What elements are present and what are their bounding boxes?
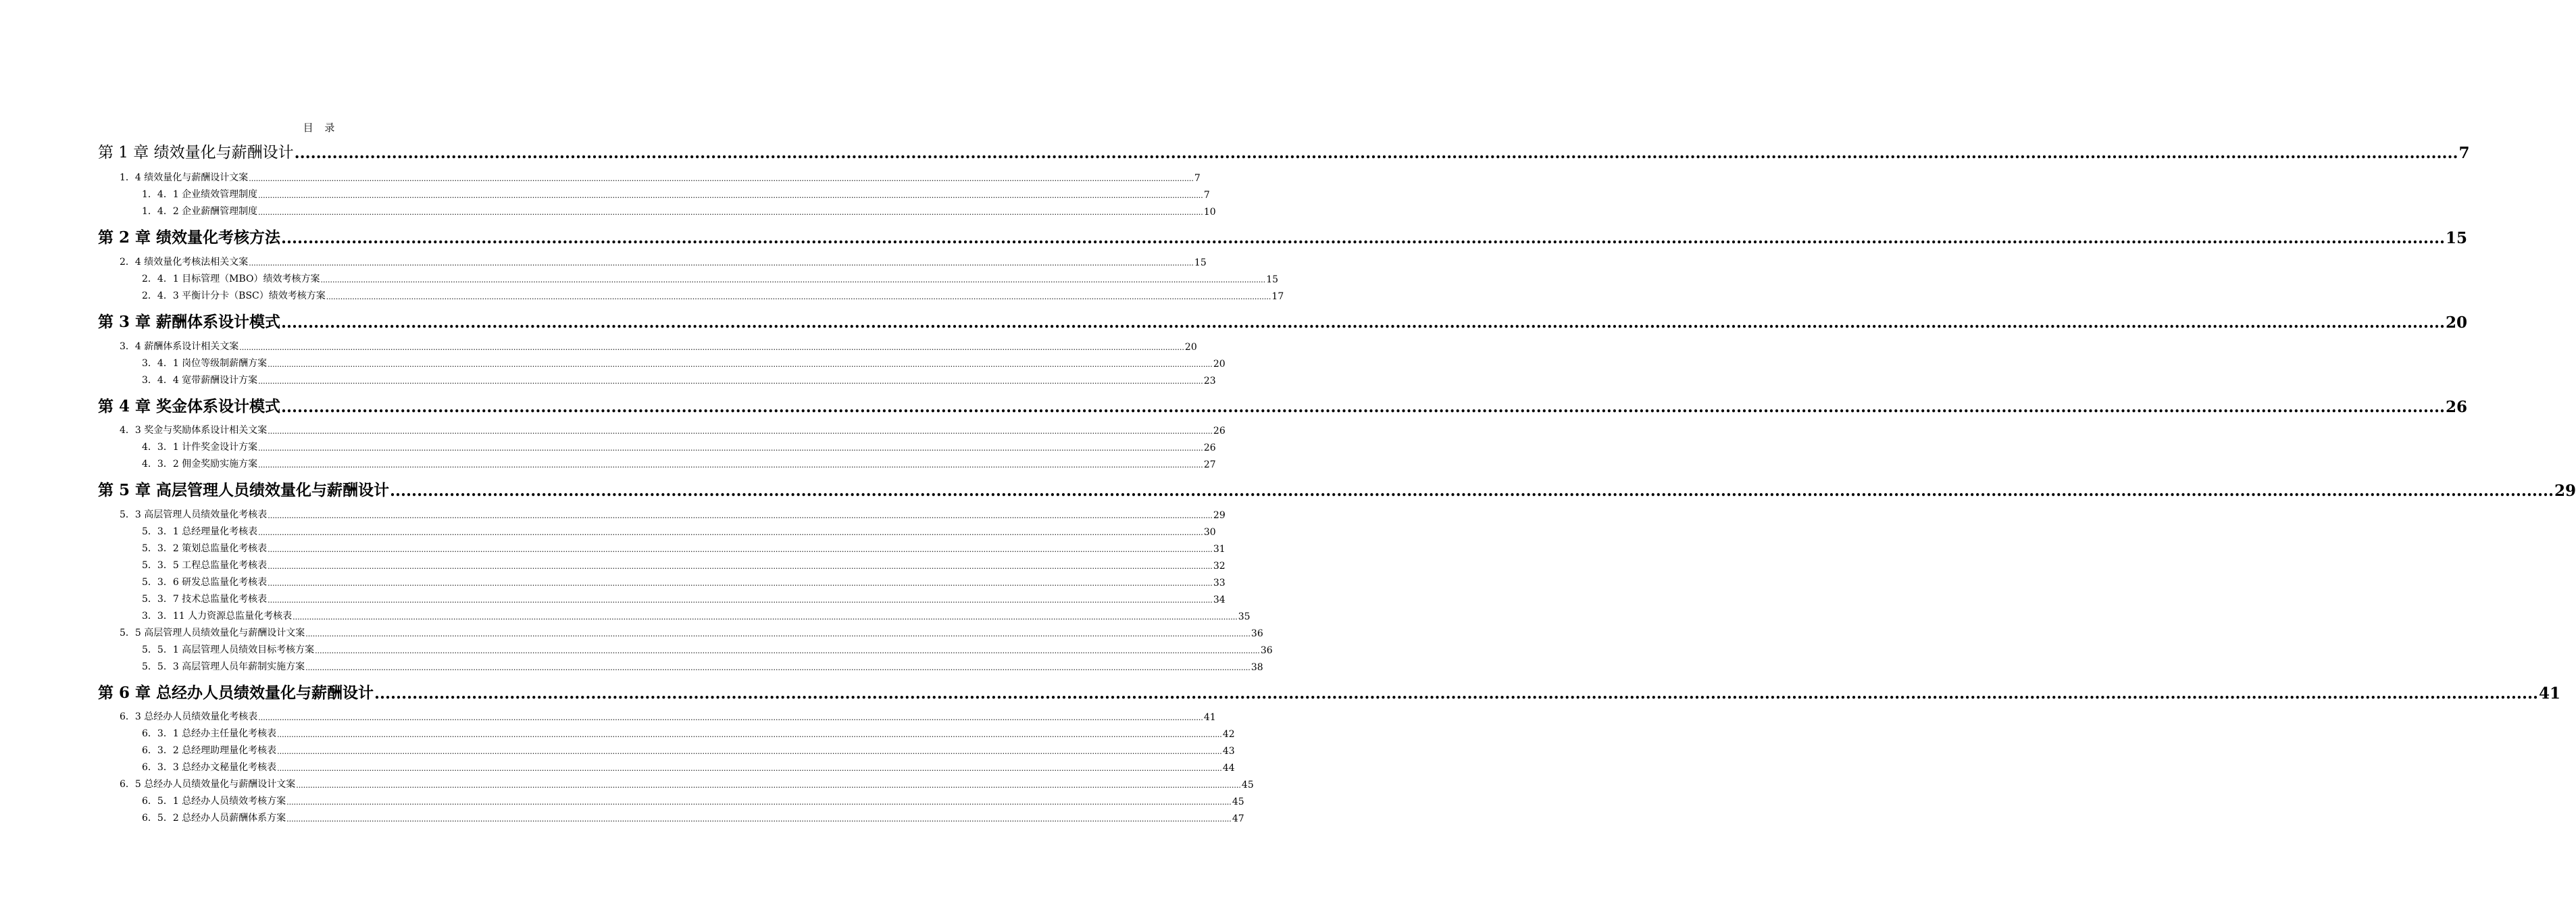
toc-page-number: 31 [1213, 544, 1226, 555]
toc-entry-label: 第 6 章 总经办人员绩效量化与薪酬设计 [98, 684, 374, 702]
toc-dot-leader: ................................................................................................................................................................................................................................................................................................................................................................................................................ [294, 144, 2458, 162]
toc-entry-label: 6．3．2 总经理助理量化考核表 [142, 745, 277, 756]
toc-dot-leader: ................................................................................................................................................................................................................................................................................................................................................................................................................ [293, 613, 1238, 622]
toc-entry-label: 第 4 章 奖金体系设计模式 [98, 397, 281, 415]
toc-section-entry[interactable] [98, 457, 1216, 470]
toc-entry-label: 1．4．1 企业绩效管理制度 [142, 189, 258, 200]
toc-page-number: 41 [1203, 712, 1216, 723]
toc-dot-leader: ................................................................................................................................................................................................................................................................................................................................................................................................................ [286, 815, 1232, 824]
toc-section-entry[interactable] [98, 170, 1201, 184]
toc-page-number: 29 [2554, 482, 2576, 500]
toc-dot-leader: ................................................................................................................................................................................................................................................................................................................................................................................................................ [258, 713, 1203, 722]
toc-section-entry[interactable] [98, 356, 1226, 370]
toc-entry-label: 第 1 章 绩效量化与薪酬设计 [98, 144, 294, 161]
toc-page-number: 15 [1266, 274, 1279, 285]
toc-entry-label: 5．5 高层管理人员绩效量化与薪酬设计文案 [120, 628, 305, 638]
toc-chapter-entry[interactable] [98, 681, 2560, 703]
toc-entry-label: 3．3．11 人力资源总监量化考核表 [142, 611, 293, 622]
toc-entry-label: 1．4 绩效量化与薪酬设计文案 [120, 172, 249, 183]
toc-section-entry[interactable] [98, 811, 1244, 824]
toc-chapter-entry[interactable] [98, 226, 2467, 247]
toc-section-entry[interactable] [98, 659, 1263, 673]
toc-section-entry[interactable] [98, 339, 1197, 353]
toc-dot-leader: ................................................................................................................................................................................................................................................................................................................................................................................................................ [268, 511, 1213, 520]
toc-page-number: 26 [1203, 443, 1216, 453]
toc-entry-label: 5．3．1 总经理量化考核表 [142, 526, 258, 537]
toc-page-number: 47 [1232, 813, 1244, 824]
toc-dot-leader: ................................................................................................................................................................................................................................................................................................................................................................................................................ [326, 293, 1271, 301]
toc-section-entry[interactable] [98, 524, 1216, 538]
toc-entry-label: 6．5 总经办人员绩效量化与薪酬设计文案 [120, 779, 296, 790]
toc-section-entry[interactable] [98, 642, 1273, 656]
toc-dot-leader: ................................................................................................................................................................................................................................................................................................................................................................................................................ [305, 630, 1251, 638]
toc-page-number: 42 [1222, 729, 1235, 740]
toc-dot-leader: ................................................................................................................................................................................................................................................................................................................................................................................................................ [296, 781, 1241, 790]
toc-page-number: 32 [1213, 561, 1226, 572]
toc-page-number: 10 [1203, 207, 1216, 218]
toc-page-number: 44 [1222, 763, 1235, 774]
toc-dot-leader: ................................................................................................................................................................................................................................................................................................................................................................................................................ [281, 398, 2445, 416]
toc-page-number: 26 [1213, 426, 1226, 436]
toc-section-entry[interactable] [98, 423, 1226, 436]
toc-entry-label: 2．4．1 目标管理（MBO）绩效考核方案 [142, 274, 320, 284]
toc-entry-label: 6．3．1 总经办主任量化考核表 [142, 728, 277, 739]
toc-entry-label: 6．5．1 总经办人员绩效考核方案 [142, 796, 286, 807]
toc-dot-leader: ................................................................................................................................................................................................................................................................................................................................................................................................................ [268, 427, 1213, 436]
toc-entry-label: 第 3 章 薪酬体系设计模式 [98, 313, 281, 331]
toc-entry-label: 6．5．2 总经办人员薪酬体系方案 [142, 813, 286, 824]
toc-dot-leader: ................................................................................................................................................................................................................................................................................................................................................................................................................ [258, 191, 1203, 200]
toc-dot-leader: ................................................................................................................................................................................................................................................................................................................................................................................................................ [277, 730, 1222, 739]
toc-page-number: 15 [1194, 257, 1207, 268]
toc-page-number: 15 [2445, 229, 2467, 247]
toc-dot-leader: ................................................................................................................................................................................................................................................................................................................................................................................................................ [258, 208, 1203, 217]
toc-dot-leader: ................................................................................................................................................................................................................................................................................................................................................................................................................ [277, 747, 1222, 756]
toc-page-number: 23 [1203, 376, 1216, 386]
toc-dot-leader: ................................................................................................................................................................................................................................................................................................................................................................................................................ [268, 579, 1213, 588]
toc-entry-label: 6．3 总经办人员绩效量化考核表 [120, 711, 258, 722]
toc-page-number: 7 [2458, 144, 2470, 162]
toc-section-entry[interactable] [98, 626, 1263, 639]
toc-page-number: 20 [1213, 359, 1226, 370]
toc-page-number: 34 [1213, 595, 1226, 605]
toc-page-number: 33 [1213, 578, 1226, 588]
toc-entry-label: 1．4．2 企业薪酬管理制度 [142, 206, 258, 217]
toc-dot-leader: ................................................................................................................................................................................................................................................................................................................................................................................................................ [305, 663, 1251, 672]
toc-chapter-entry[interactable] [98, 310, 2467, 332]
toc-section-entry[interactable] [98, 709, 1216, 723]
toc-entry-label: 4．3．1 计件奖金设计方案 [142, 442, 258, 453]
toc-dot-leader: ................................................................................................................................................................................................................................................................................................................................................................................................................ [268, 360, 1213, 369]
toc-section-entry[interactable] [98, 592, 1226, 605]
toc-section-entry[interactable] [98, 204, 1216, 218]
toc-section-entry[interactable] [98, 541, 1226, 555]
toc-section-entry[interactable] [98, 609, 1251, 622]
toc-dot-leader: ................................................................................................................................................................................................................................................................................................................................................................................................................ [277, 764, 1222, 773]
toc-page-number: 20 [2445, 313, 2467, 332]
toc-dot-leader: ................................................................................................................................................................................................................................................................................................................................................................................................................ [258, 528, 1203, 537]
toc-section-entry[interactable] [98, 743, 1235, 757]
toc-page-number: 27 [1203, 459, 1216, 470]
toc-dot-leader: ................................................................................................................................................................................................................................................................................................................................................................................................................ [258, 444, 1203, 453]
toc-section-entry[interactable] [98, 272, 1279, 285]
toc-page-number: 7 [1203, 190, 1210, 201]
toc-page-number: 36 [1251, 628, 1263, 639]
toc-section-entry[interactable] [98, 440, 1216, 453]
toc-section-entry[interactable] [98, 558, 1226, 572]
toc-section-entry[interactable] [98, 575, 1226, 588]
toc-entry-label: 3．4．1 岗位等级制薪酬方案 [142, 358, 268, 369]
toc-entry-label: 5．3．2 策划总监量化考核表 [142, 543, 268, 554]
toc-entry-label: 5．3．6 研发总监量化考核表 [142, 577, 268, 588]
toc-section-entry[interactable] [98, 726, 1235, 740]
toc-dot-leader: ................................................................................................................................................................................................................................................................................................................................................................................................................ [374, 684, 2538, 703]
toc-entry-label: 第 2 章 绩效量化考核方法 [98, 228, 281, 247]
toc-section-entry[interactable] [98, 373, 1216, 386]
toc-entry-label: 第 5 章 高层管理人员绩效量化与薪酬设计 [98, 481, 390, 499]
toc-dot-leader: ................................................................................................................................................................................................................................................................................................................................................................................................................ [315, 647, 1260, 655]
toc-entry-label: 5．5．1 高层管理人员绩效目标考核方案 [142, 645, 315, 655]
toc-dot-leader: ................................................................................................................................................................................................................................................................................................................................................................................................................ [268, 562, 1213, 571]
toc-entry-label: 4．3．2 佣金奖励实施方案 [142, 459, 258, 470]
toc-page-number: 20 [1184, 342, 1197, 353]
toc-section-entry[interactable] [98, 760, 1235, 774]
toc-page-number: 43 [1222, 746, 1235, 757]
toc-section-entry[interactable] [98, 187, 1210, 201]
toc-entry-label: 4．3 奖金与奖励体系设计相关文案 [120, 425, 268, 436]
toc-page-number: 26 [2445, 398, 2467, 416]
toc-page-number: 45 [1241, 780, 1254, 790]
toc-dot-leader: ................................................................................................................................................................................................................................................................................................................................................................................................................ [239, 343, 1184, 352]
toc-dot-leader: ................................................................................................................................................................................................................................................................................................................................................................................................................ [258, 377, 1203, 386]
toc-chapter-entry[interactable] [98, 478, 2576, 500]
toc-entry-label: 3．4．4 宽带薪酬设计方案 [142, 375, 258, 386]
toc-dot-leader: ................................................................................................................................................................................................................................................................................................................................................................................................................ [268, 545, 1213, 554]
toc-entry-label: 5．5．3 高层管理人员年薪制实施方案 [142, 661, 305, 672]
toc-dot-leader: ................................................................................................................................................................................................................................................................................................................................................................................................................ [281, 313, 2445, 332]
toc-section-entry[interactable] [98, 288, 1284, 302]
toc-chapter-entry[interactable] [98, 141, 2470, 162]
toc-page-number: 7 [1194, 173, 1201, 184]
toc-page-number: 35 [1238, 611, 1251, 622]
toc-section-entry[interactable] [98, 255, 1207, 268]
toc-entry-label: 5．3 高层管理人员绩效量化考核表 [120, 509, 268, 520]
toc-entry-label: 5．3．5 工程总监量化考核表 [142, 560, 268, 571]
toc-page-number: 45 [1232, 797, 1244, 807]
toc-dot-leader: ................................................................................................................................................................................................................................................................................................................................................................................................................ [281, 229, 2445, 247]
toc-page-number: 17 [1271, 291, 1284, 302]
toc-dot-leader: ................................................................................................................................................................................................................................................................................................................................................................................................................ [268, 596, 1213, 605]
toc-entry-label: 2．4．3 平衡计分卡（BSC）绩效考核方案 [142, 291, 326, 301]
toc-section-entry[interactable] [98, 794, 1244, 807]
toc-page-number: 38 [1251, 662, 1263, 673]
toc-page-number: 36 [1260, 645, 1273, 656]
toc-section-entry[interactable] [98, 507, 1226, 521]
toc-page-number: 30 [1203, 527, 1216, 538]
toc-entry-label: 2．4 绩效量化考核法相关文案 [120, 257, 249, 268]
toc-entry-label: 6．3．3 总经办文秘量化考核表 [142, 762, 277, 773]
toc-entry-label: 5．3．7 技术总监量化考核表 [142, 594, 268, 605]
toc-dot-leader: ................................................................................................................................................................................................................................................................................................................................................................................................................ [390, 482, 2554, 500]
toc-dot-leader: ................................................................................................................................................................................................................................................................................................................................................................................................................ [249, 174, 1194, 183]
toc-page-number: 29 [1213, 510, 1226, 521]
toc-chapter-entry[interactable] [98, 395, 2467, 416]
toc-dot-leader: ................................................................................................................................................................................................................................................................................................................................................................................................................ [249, 259, 1194, 268]
toc-title: 目 录 [303, 122, 339, 134]
toc-page-number: 41 [2538, 684, 2560, 703]
toc-section-entry[interactable] [98, 777, 1254, 790]
toc-dot-leader: ................................................................................................................................................................................................................................................................................................................................................................................................................ [286, 798, 1232, 807]
toc-dot-leader: ................................................................................................................................................................................................................................................................................................................................................................................................................ [258, 461, 1203, 470]
toc-entry-label: 3．4 薪酬体系设计相关文案 [120, 341, 239, 352]
toc-dot-leader: ................................................................................................................................................................................................................................................................................................................................................................................................................ [320, 276, 1266, 284]
